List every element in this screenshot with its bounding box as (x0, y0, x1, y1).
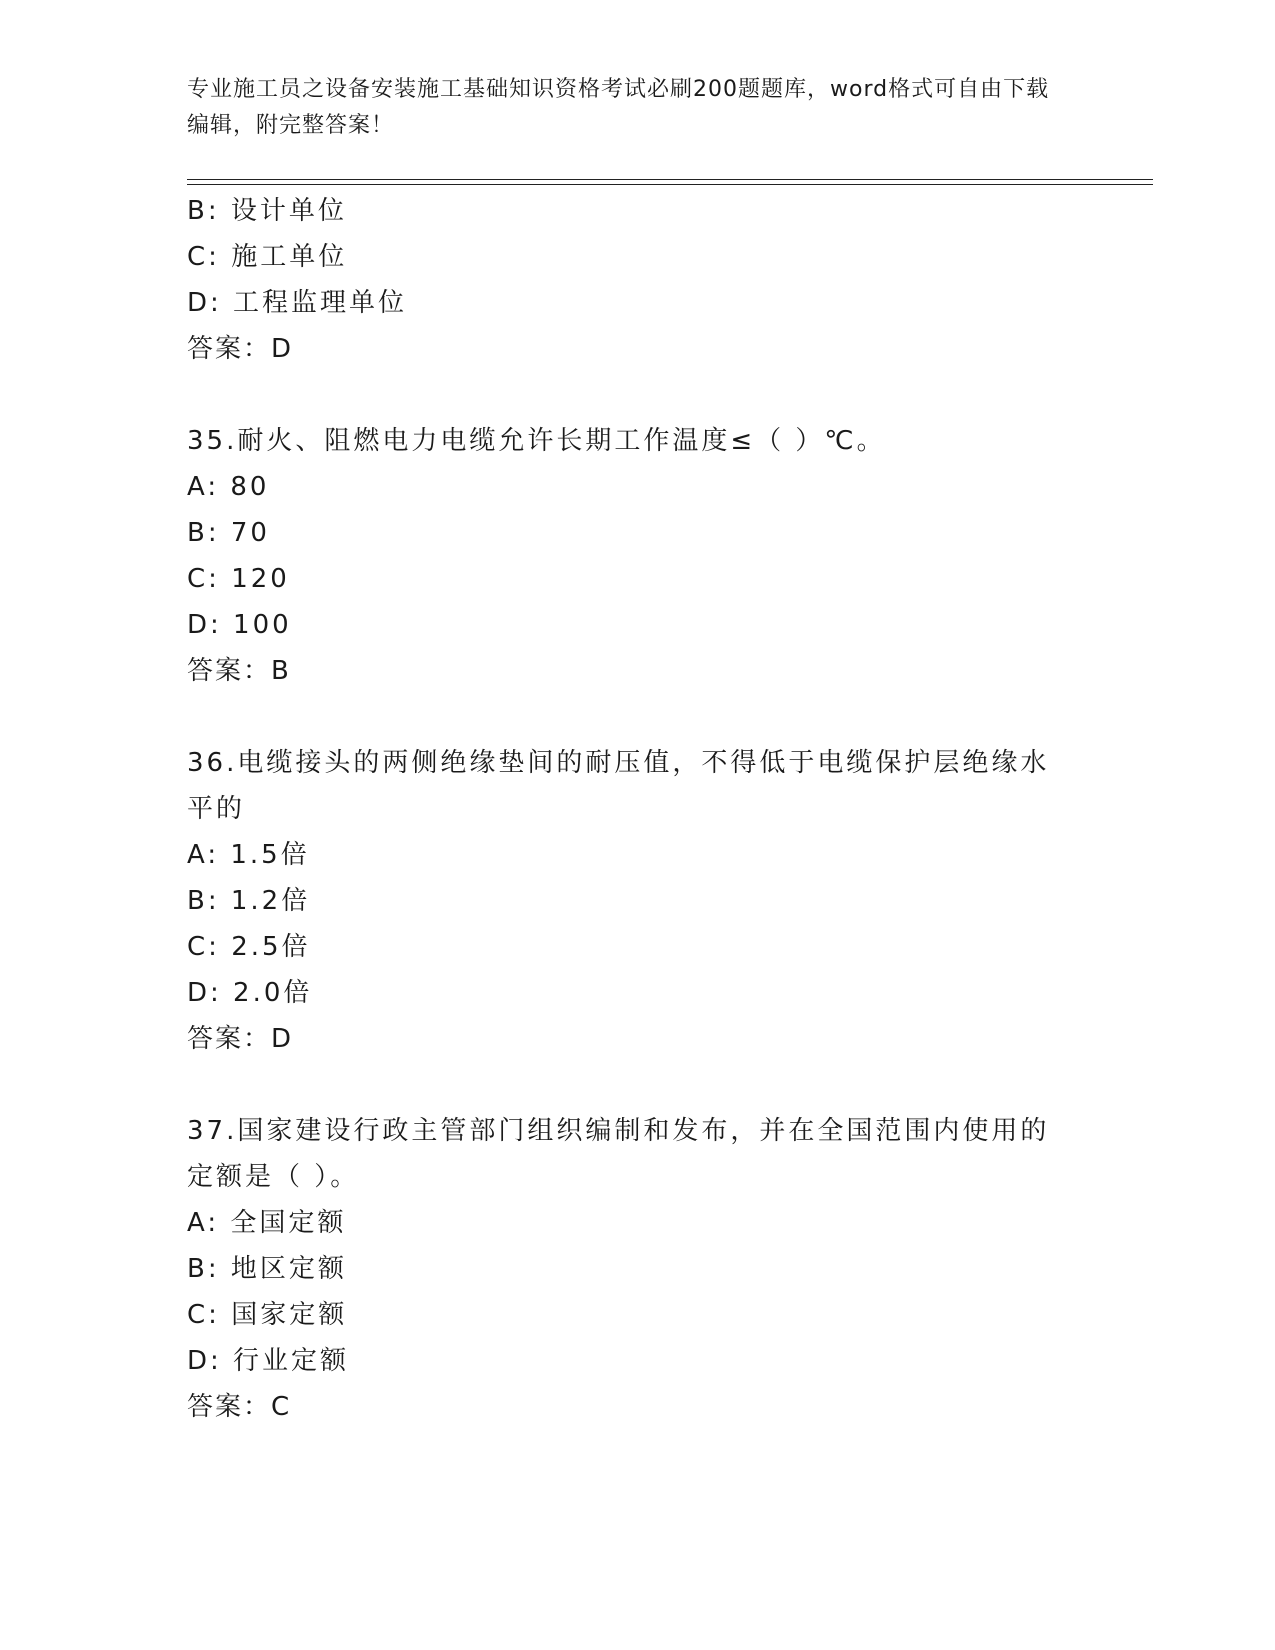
answer-value: D (271, 334, 294, 364)
option-line (187, 280, 1087, 326)
document-header: 专业施工员之设备安装施工基础知识资格考试必刷200题题库，word格式可自由下载编辑，附完整答案！ (187, 77, 1050, 138)
option-text: 全国定额 (230, 1208, 347, 1238)
option-line (187, 1200, 1087, 1246)
option-line (187, 1292, 1087, 1338)
option-key: C: (187, 932, 220, 962)
question-stem: 国家建设行政主管部门组织编制和发布，并在全国范围内使用的定额是（ ）。 (187, 1116, 1050, 1192)
question-content (187, 188, 1087, 1430)
answer-line (187, 1016, 1087, 1062)
option-line (187, 602, 1087, 648)
option-text: 2.0倍 (233, 978, 313, 1008)
header-divider-top (187, 179, 1153, 180)
question-text (187, 1108, 1077, 1200)
option-line (187, 832, 1087, 878)
question-number: 35. (187, 426, 238, 456)
option-line (187, 188, 1087, 234)
option-text: 2.5倍 (231, 932, 311, 962)
question-text (187, 418, 1077, 464)
spacer (187, 372, 1087, 418)
option-text: 设计单位 (230, 196, 347, 226)
answer-value: B (271, 656, 291, 686)
option-text: 120 (231, 564, 290, 594)
question-number: 36. (187, 748, 238, 778)
option-key: A: (187, 1208, 220, 1238)
carryover-question-block (187, 188, 1087, 372)
question-text (187, 740, 1077, 832)
question-36 (187, 740, 1087, 1062)
answer-value: C (271, 1392, 292, 1422)
option-key: C: (187, 1300, 220, 1330)
option-key: B: (187, 196, 220, 226)
option-text: 行业定额 (233, 1346, 350, 1376)
question-stem: 耐火、阻燃电力电缆允许长期工作温度≤（ ）℃。 (237, 426, 886, 456)
option-text: 国家定额 (231, 1300, 348, 1330)
option-key: D: (187, 288, 222, 318)
option-key: B: (187, 886, 220, 916)
option-line (187, 1246, 1087, 1292)
option-key: D: (187, 610, 222, 640)
option-key: D: (187, 978, 222, 1008)
option-key: B: (187, 1254, 220, 1284)
option-key: C: (187, 564, 220, 594)
option-key: C: (187, 242, 220, 272)
option-text: 80 (230, 472, 270, 502)
option-text: 施工单位 (231, 242, 348, 272)
option-line (187, 924, 1087, 970)
option-line (187, 878, 1087, 924)
answer-label: 答案： (187, 334, 272, 364)
option-line (187, 1338, 1087, 1384)
option-key: D: (187, 1346, 222, 1376)
option-text: 1.5倍 (230, 840, 310, 870)
spacer (187, 694, 1087, 740)
option-text: 1.2倍 (230, 886, 311, 916)
spacer (187, 1062, 1087, 1108)
option-text: 地区定额 (230, 1254, 347, 1284)
answer-label: 答案： (187, 656, 272, 686)
option-key: A: (187, 840, 220, 870)
answer-line (187, 648, 1087, 694)
answer-line (187, 1384, 1087, 1430)
header-divider-bottom (187, 184, 1153, 185)
option-text: 100 (233, 610, 292, 640)
option-key: B: (187, 518, 220, 548)
option-line (187, 556, 1087, 602)
question-number: 37. (187, 1116, 238, 1146)
option-line (187, 510, 1087, 556)
answer-label: 答案： (187, 1392, 272, 1422)
option-line (187, 464, 1087, 510)
question-37 (187, 1108, 1087, 1430)
answer-line (187, 326, 1087, 372)
option-text: 70 (230, 518, 270, 548)
option-text: 工程监理单位 (233, 288, 408, 318)
question-35 (187, 418, 1087, 694)
option-line (187, 970, 1087, 1016)
option-key: A: (187, 472, 220, 502)
question-stem: 电缆接头的两侧绝缘垫间的耐压值，不得低于电缆保护层绝缘水平的 (187, 748, 1050, 824)
option-line (187, 234, 1087, 280)
answer-label: 答案： (187, 1024, 272, 1054)
answer-value: D (271, 1024, 294, 1054)
